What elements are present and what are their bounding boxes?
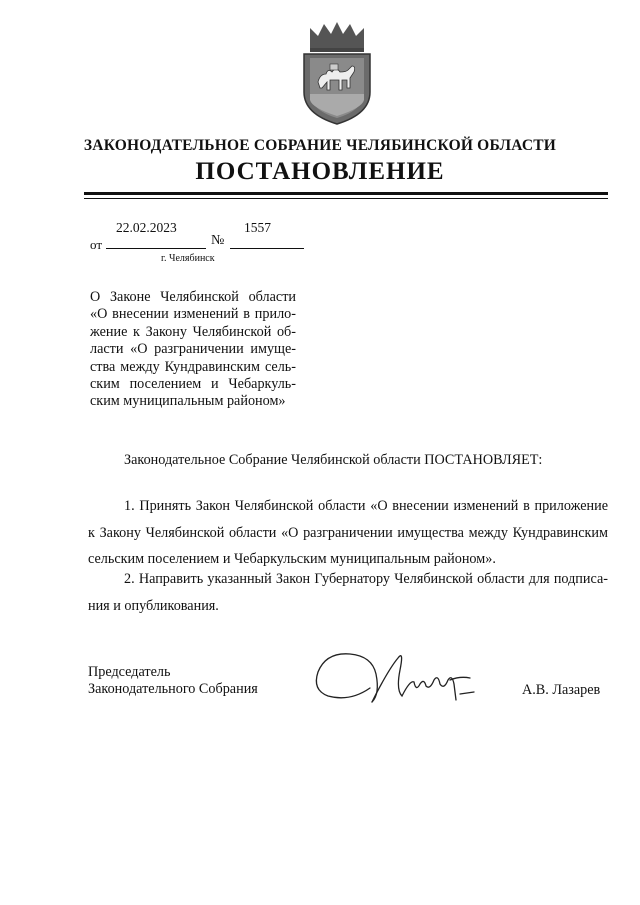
paragraph-2: 2. Направить указанный Закон Губернатору Челябинской области для подписа-ния и опубликования. xyxy=(88,571,608,614)
document-number: 1557 xyxy=(244,220,271,235)
number-label: № xyxy=(211,233,225,248)
document-subject: О Законе Челябинской области «О внесении изменений в прило-жение к Закону Челябинской об-ласти «О разграничении имуще-ства между Кундравинским сель-ским поселением и Чебаркуль-ским муниципальным районом» xyxy=(90,289,296,410)
signatory-role xyxy=(88,664,258,698)
date-underline xyxy=(106,248,206,249)
paragraph-1: 1. Принять Закон Челябинской области «О внесении изменений в приложение к Закону Челябинской области «О разграничении имущества между Кундравинским сельским поселением и Чебаркульским муниципальным районом». xyxy=(88,498,608,567)
document-type-title: ПОСТАНОВЛЕНИЕ xyxy=(195,158,445,185)
city-label: г. Челябинск xyxy=(161,253,215,264)
signatory-role-line-2: Законодательного Собрания xyxy=(88,681,258,697)
signatory-role-line-1: Председатель xyxy=(88,664,171,680)
header-rule-thin xyxy=(84,198,608,199)
organization-title: ЗАКОНОДАТЕЛЬНОЕ СОБРАНИЕ ЧЕЛЯБИНСКОЙ ОБЛАСТИ xyxy=(83,137,557,154)
coat-of-arms-icon xyxy=(296,22,378,126)
number-underline xyxy=(230,248,304,249)
header-rule-thick xyxy=(84,192,608,195)
signatory-name: А.В. Лазарев xyxy=(522,682,601,698)
date-label: от xyxy=(90,237,103,252)
preamble: Законодательное Собрание Челябинской области ПОСТАНОВЛЯЕТ: xyxy=(124,452,543,468)
document-date: 22.02.2023 xyxy=(116,220,177,235)
handwritten-signature xyxy=(310,640,485,710)
